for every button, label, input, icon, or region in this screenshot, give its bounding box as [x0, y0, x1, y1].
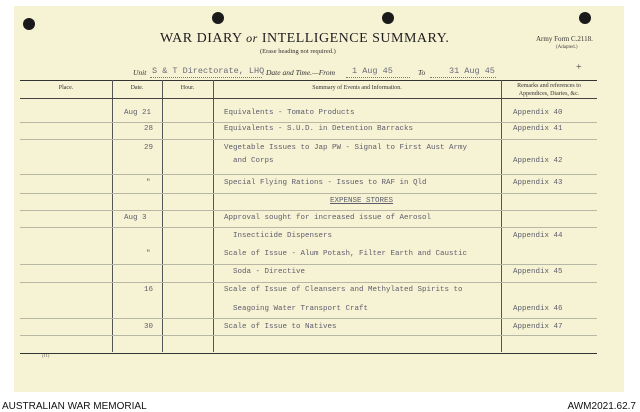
row-rule: [20, 139, 597, 140]
row-rule: [20, 264, 597, 265]
row-date: 30: [144, 323, 154, 331]
header-summary: Summary of Events and Information.: [312, 85, 402, 91]
row-rule: [20, 193, 597, 194]
row-entry: Insecticide Dispensers: [224, 232, 333, 240]
army-form-note: (Adapted.): [556, 45, 578, 50]
punch-hole: [212, 12, 224, 24]
row-remark: Appendix 44: [513, 232, 563, 240]
row-entry: Equivalents - Tomato Products: [224, 109, 355, 117]
row-remark: Appendix 41: [513, 125, 563, 133]
row-entry: Scale of Issue to Natives: [224, 323, 337, 331]
title-prefix: WAR DIARY: [160, 31, 243, 46]
unit-label: Unit: [133, 68, 147, 77]
column-divider: [213, 80, 214, 352]
row-rule: [20, 210, 597, 211]
header-remarks: Remarks and references to Appendices, Diaries, &c.: [517, 83, 581, 97]
row-date: ": [146, 250, 151, 258]
row-remark: Appendix 47: [513, 323, 563, 331]
header-hour: Hour.: [180, 85, 195, 91]
punch-hole: [23, 18, 35, 30]
page-title: [160, 31, 449, 47]
header-date: Date.: [130, 85, 144, 91]
punch-hole: [579, 12, 591, 24]
date-label: Date and Time.—From: [266, 68, 336, 77]
from-date: 1 Aug 45: [352, 66, 393, 76]
row-rule: [20, 227, 597, 228]
header-place: Place.: [58, 85, 74, 91]
to-date: 31 Aug 45: [449, 66, 495, 76]
page-subtitle: (Erase heading not required.): [260, 48, 336, 55]
row-rule: [20, 122, 597, 123]
row-entry: Soda - Directive: [224, 268, 306, 276]
footer-accession: AWM2021.62.7: [567, 401, 636, 412]
to-label: To: [418, 68, 426, 77]
army-form-number: Army Form C.2118.: [536, 35, 593, 43]
footnote: (11): [42, 353, 50, 358]
row-date: 16: [144, 286, 154, 294]
unit-date-line: [0, 66, 640, 80]
row-rule: [20, 318, 597, 319]
title-suffix: INTELLIGENCE SUMMARY.: [261, 31, 450, 46]
row-remark: Appendix 43: [513, 179, 563, 187]
row-rule: [20, 174, 597, 175]
row-entry: Seagoing Water Transport Craft: [224, 305, 369, 313]
row-remark: Appendix 46: [513, 305, 563, 313]
row-entry: Approval sought for increased issue of Aerosol: [224, 214, 432, 222]
column-divider: [112, 80, 113, 352]
row-entry: and Corps: [224, 157, 274, 165]
row-remark: Appendix 45: [513, 268, 563, 276]
title-or: or: [246, 31, 258, 45]
row-date: 28: [144, 125, 154, 133]
handwritten-mark: +: [576, 62, 582, 73]
unit-value: S & T Directorate, LHQ: [152, 66, 265, 76]
row-date: Aug 21: [124, 109, 152, 117]
row-date: Aug 3: [124, 214, 147, 222]
footer-institution: AUSTRALIAN WAR MEMORIAL: [2, 401, 147, 412]
row-entry: Scale of Issue - Alum Potash, Filter Earth and Caustic: [224, 250, 468, 258]
row-remark: Appendix 42: [513, 157, 563, 165]
column-divider: [501, 80, 502, 352]
row-entry: Scale of Issue of Cleansers and Methylated Spirits to: [224, 286, 463, 294]
punch-hole: [382, 12, 394, 24]
row-entry: Equivalents - S.U.D. in Detention Barracks: [224, 125, 414, 133]
row-entry: Vegetable Issues to Jap PW - Signal to First Aust Army: [224, 144, 468, 152]
row-entry: EXPENSE STORES: [330, 197, 394, 205]
row-date: 29: [144, 144, 154, 152]
column-divider: [162, 80, 163, 352]
row-entry: Special Flying Rations - Issues to RAF in Qld: [224, 179, 427, 187]
row-rule: [20, 282, 597, 283]
row-remark: Appendix 40: [513, 109, 563, 117]
row-date: ": [146, 179, 151, 187]
row-rule: [20, 335, 597, 336]
header-rule: [20, 98, 597, 99]
